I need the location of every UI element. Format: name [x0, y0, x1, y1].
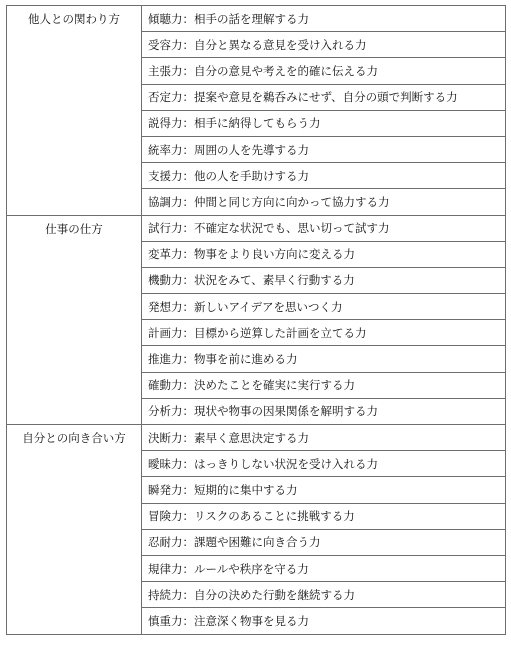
- table-row: [7, 215, 506, 241]
- skill-cell: 忍耐力：課題や困難に向き合う力: [142, 529, 506, 555]
- skill-cell: 説得力：相手に納得してもらう力: [142, 110, 506, 136]
- skill-cell: 主張力：自分の意見や考えを的確に伝える力: [142, 58, 506, 84]
- skill-cell: 協調力：仲間と同じ方向に向かって協力する力: [142, 189, 506, 215]
- skill-cell: 発想力：新しいアイデアを思いつく力: [142, 294, 506, 320]
- skill-cell: 規律力：ルールや秩序を守る力: [142, 555, 506, 581]
- category-label: 仕事の仕方: [45, 221, 103, 236]
- skill-cell: 慎重力：注意深く物事を見る力: [142, 608, 506, 634]
- skill-cell: 傾聴力：相手の話を理解する力: [142, 6, 506, 32]
- skill-cell: 確動力：決めたことを確実に実行する力: [142, 372, 506, 398]
- skill-cell: 試行力：不確定な状況でも、思い切って試す力: [142, 215, 506, 241]
- skill-cell: 変革力：物事をより良い方向に変える力: [142, 241, 506, 267]
- skill-cell: 曖昧力：はっきりしない状況を受け入れる力: [142, 451, 506, 477]
- skill-cell: 決断力：素早く意思決定する力: [142, 425, 506, 451]
- table-row: [7, 6, 506, 32]
- category-cell: [7, 215, 142, 425]
- skill-cell: 計画力：目標から逆算した計画を立てる力: [142, 320, 506, 346]
- skill-cell: 統率力：周囲の人を先導する力: [142, 136, 506, 162]
- skill-cell: 冒険力：リスクのあることに挑戦する力: [142, 503, 506, 529]
- skill-cell: 分析力：現状や物事の因果関係を解明する力: [142, 398, 506, 424]
- skill-cell: 否定力：提案や意見を鵜呑みにせず、自分の頭で判断する力: [142, 84, 506, 110]
- skills-table: [6, 5, 506, 635]
- skill-cell: 推進力：物事を前に進める力: [142, 346, 506, 372]
- category-cell: [7, 425, 142, 635]
- skill-cell: 持続力：自分の決めた行動を継続する力: [142, 582, 506, 608]
- category-cell: [7, 6, 142, 216]
- skill-cell: 受容力：自分と異なる意見を受け入れる力: [142, 32, 506, 58]
- table-row: [7, 425, 506, 451]
- skill-cell: 機動力：状況をみて、素早く行動する力: [142, 267, 506, 293]
- category-label: 自分との向き合い方: [22, 431, 126, 445]
- skill-cell: 支援力：他の人を手助けする力: [142, 163, 506, 189]
- category-label: 他人との関わり方: [28, 12, 120, 26]
- skill-cell: 瞬発力：短期的に集中する力: [142, 477, 506, 503]
